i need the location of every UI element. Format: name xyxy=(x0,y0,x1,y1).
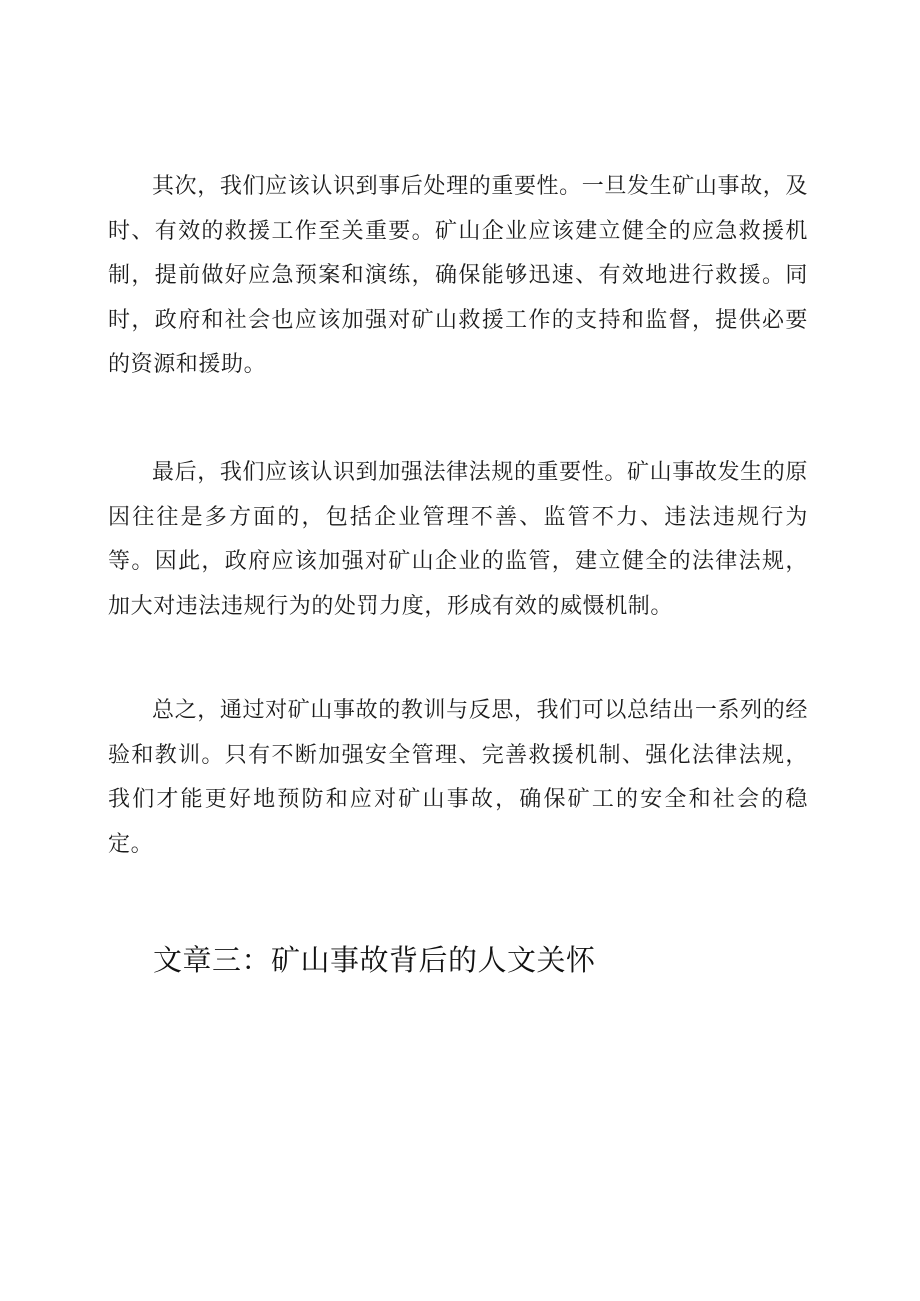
paragraph-laws-and-regulations: 最后，我们应该认识到加强法律法规的重要性。矿山事故发生的原因往往是多方面的，包括企业管理不善、监管不力、违法违规行为等。因此，政府应该加强对矿山企业的监管，建立健全的法律法规，加大对违法违规行为的处罚力度，形成有效的威慑机制。 xyxy=(108,460,808,619)
section-heading: 文章三：矿山事故背后的人文关怀 xyxy=(153,943,596,977)
paragraph-conclusion: 总之，通过对矿山事故的教训与反思，我们可以总结出一系列的经验和教训。只有不断加强安全管理、完善救援机制、强化法律法规，我们才能更好地预防和应对矿山事故，确保矿工的安全和社会的稳定。 xyxy=(108,698,808,857)
paragraph-post-accident-handling: 其次，我们应该认识到事后处理的重要性。一旦发生矿山事故，及时、有效的救援工作至关重要。矿山企业应该建立健全的应急救援机制，提前做好应急预案和演练，确保能够迅速、有效地进行救援。同时，政府和社会也应该加强对矿山救援工作的支持和监督，提供必要的资源和援助。 xyxy=(108,174,808,377)
